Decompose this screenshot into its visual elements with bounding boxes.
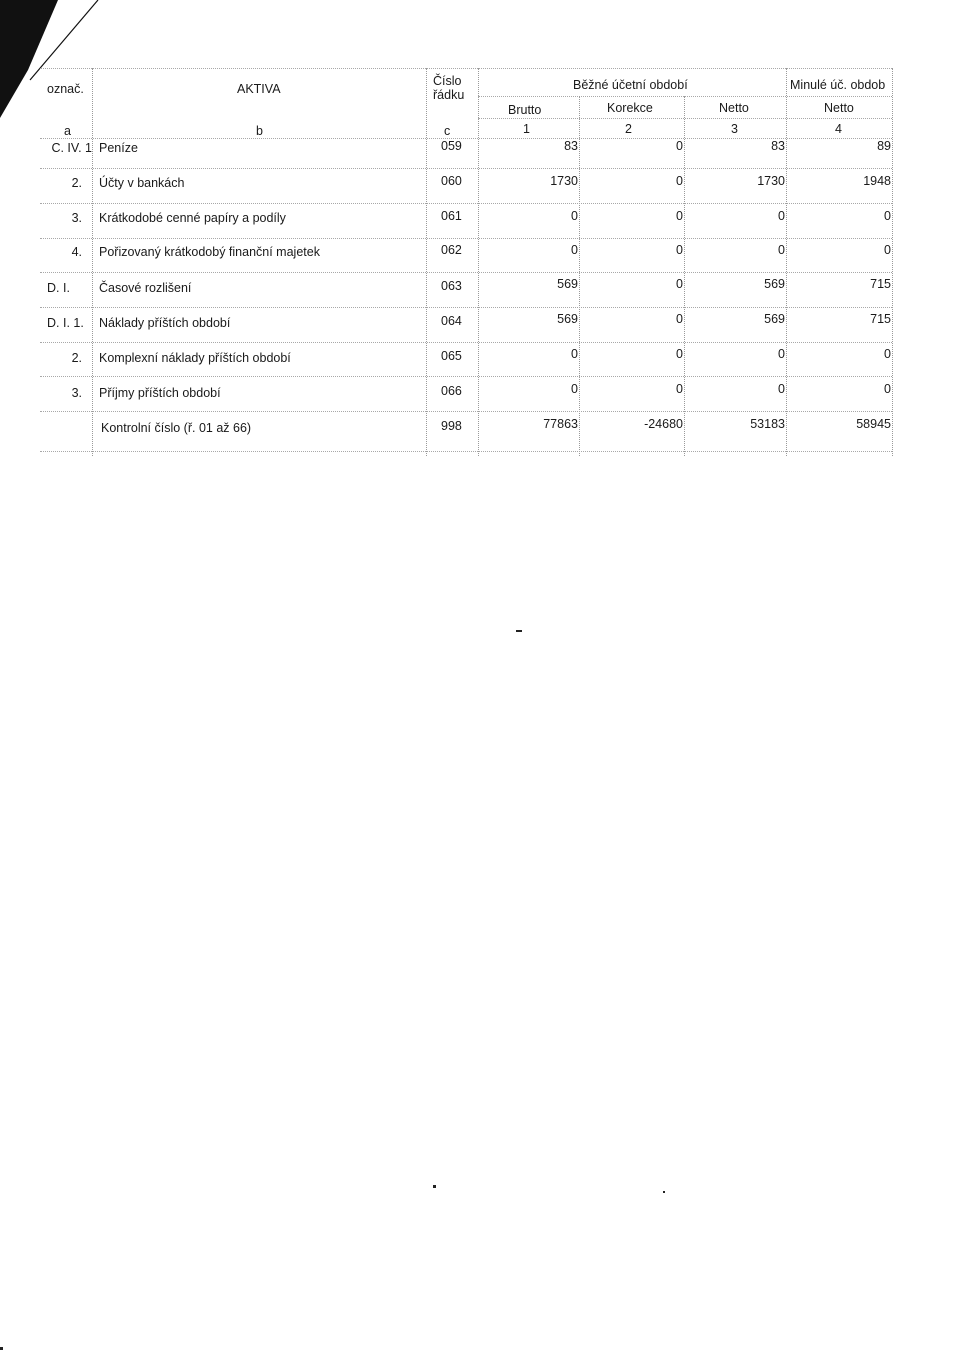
grid-line: [478, 96, 892, 97]
header-col-1: 1: [523, 122, 530, 136]
header-col-a: a: [64, 124, 71, 138]
grid-line: [892, 68, 893, 456]
header-netto-previous: Netto: [824, 101, 854, 115]
grid-line: [478, 118, 892, 119]
row-separator: [40, 203, 892, 204]
scan-speck: [516, 630, 522, 632]
header-bezne-obdobi: Běžné účetní období: [573, 78, 688, 92]
grid-line: [92, 68, 93, 456]
row-separator: [40, 342, 892, 343]
header-cislo-radku: Číslo řádku: [433, 74, 465, 102]
header-col-c: c: [444, 124, 451, 138]
scan-speck: [0, 1347, 3, 1350]
header-netto-current: Netto: [719, 101, 749, 115]
header-col-4: 4: [835, 122, 842, 136]
row-separator: [40, 451, 892, 452]
header-col-2: 2: [625, 122, 632, 136]
header-aktiva: AKTIVA: [237, 82, 281, 96]
row-separator: [40, 376, 892, 377]
grid-line: [786, 68, 787, 456]
header-col-b: b: [256, 124, 263, 138]
header-minule-obdobi: Minulé úč. obdob: [790, 78, 886, 92]
scan-corner-mark: [0, 0, 110, 120]
header-oznac: označ.: [47, 82, 84, 96]
scan-speck: [433, 1185, 436, 1188]
row-separator: [40, 168, 892, 169]
header-col-3: 3: [731, 122, 738, 136]
scan-speck: [663, 1191, 665, 1193]
grid-line: [40, 68, 892, 69]
header-brutto: Brutto: [508, 103, 542, 117]
grid-line: [478, 68, 479, 456]
row-separator: [40, 307, 892, 308]
row-separator: [40, 411, 892, 412]
header-korekce: Korekce: [607, 101, 653, 115]
row-separator: [40, 272, 892, 273]
grid-line: [426, 68, 427, 456]
row-separator: [40, 238, 892, 239]
